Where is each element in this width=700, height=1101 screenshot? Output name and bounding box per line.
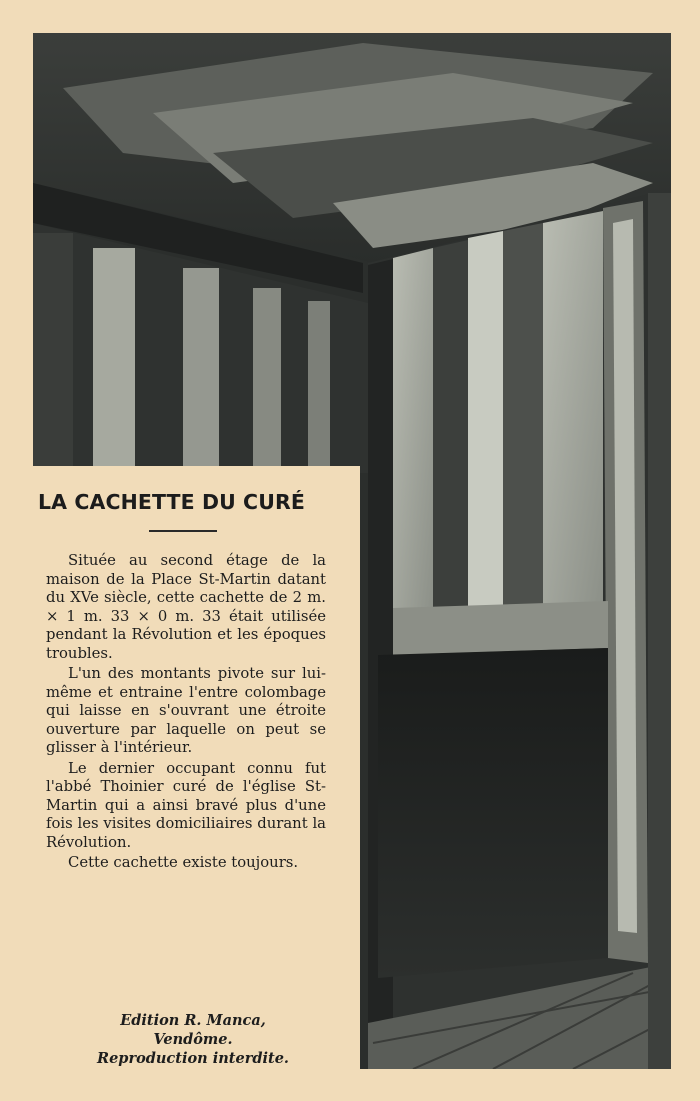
publisher-credit (33, 1011, 353, 1068)
copyright-notice: Reproduction interdite. (97, 1050, 289, 1067)
paragraph: Située au second étage de la maison de la Place St-Martin datant du XVe siècle, cette cachette de 2 m. × 1 m. 33 × 0 m. 33 était utilisée pendant la Révolution et les époques troubles. (46, 552, 326, 662)
paragraph: L'un des montants pivote sur lui-même et entraine l'entre colombage qui laisse en s'ouvrant une étroite ouverture par laquelle on peut se glisser à l'intérieur. (46, 665, 326, 756)
description (46, 552, 326, 875)
publisher-name: Edition R. Manca, (120, 1012, 266, 1029)
paragraph: Le dernier occupant connu fut l'abbé Thoinier curé de l'église St- Martin qui a ainsi bravé plus d'une fois les visites domiciliaires durant la Révolution. (46, 759, 326, 851)
page-title: LA CACHETTE DU CURÉ (38, 490, 305, 514)
title-divider (149, 530, 217, 532)
publisher-city: Vendôme. (153, 1031, 233, 1048)
caption-panel (33, 466, 360, 1069)
paragraph: Cette cachette existe toujours. (68, 854, 299, 871)
